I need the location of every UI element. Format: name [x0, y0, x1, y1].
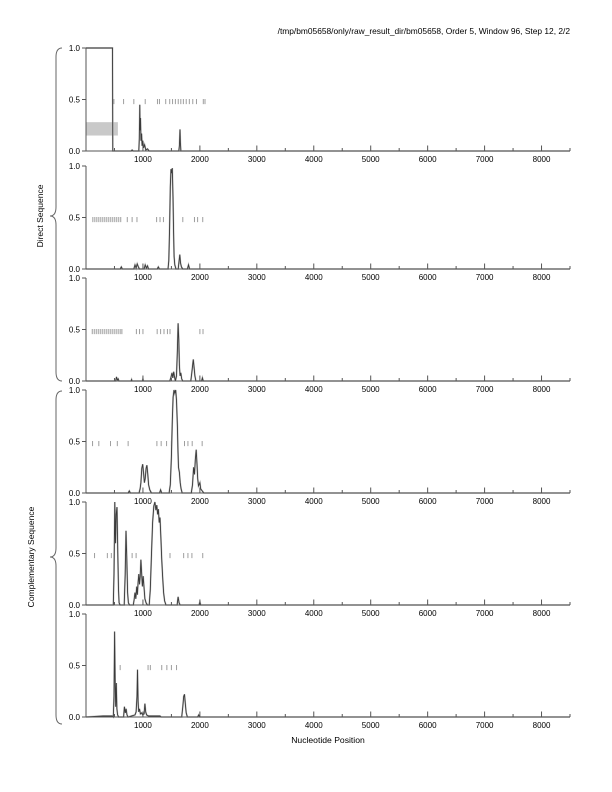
x-tick-label: 1000 [134, 273, 152, 282]
x-tick-label: 2000 [190, 273, 209, 282]
x-tick-label: 2000 [190, 721, 209, 730]
x-tick-label: 5000 [361, 155, 380, 164]
signal-curve-underlay [86, 48, 570, 151]
y-tick-label: 0.0 [68, 146, 80, 156]
signal-curve [86, 323, 570, 381]
y-tick-label: 0.0 [68, 376, 80, 386]
x-tick-label: 5000 [361, 385, 380, 394]
hash-marks [92, 329, 203, 334]
signal-curve [86, 48, 570, 151]
panel-direct-2 [69, 162, 570, 282]
x-tick-label: 8000 [532, 721, 551, 730]
x-tick-label: 7000 [475, 721, 494, 730]
group-label-direct: Direct Sequence [35, 184, 45, 248]
x-tick-label: 3000 [247, 609, 266, 618]
y-tick-label: 0.5 [68, 325, 80, 335]
x-tick-label: 5000 [361, 497, 380, 506]
x-tick-label: 3000 [247, 273, 266, 282]
x-tick-label: 1000 [134, 155, 152, 164]
x-tick-label: 5000 [361, 609, 380, 618]
x-tick-label: 1000 [134, 721, 152, 730]
y-tick-label: 0.5 [68, 661, 80, 671]
x-tick-label: 3000 [247, 385, 266, 394]
x-tick-label: 8000 [532, 155, 551, 164]
x-tick-label: 3000 [247, 497, 266, 506]
signal-curve-underlay [86, 323, 570, 381]
x-tick-label: 6000 [418, 385, 437, 394]
signal-curve [86, 168, 570, 269]
signal-curve-underlay [86, 632, 570, 718]
signal-curve-underlay [86, 390, 570, 493]
hash-marks [120, 665, 176, 670]
y-tick-label: 1.0 [68, 385, 80, 395]
x-tick-label: 6000 [418, 497, 437, 506]
hash-marks [93, 441, 203, 446]
figure-title: /tmp/bm05658/only/raw_result_dir/bm05658, Order 5, Window 96, Step 12, 2/2 [277, 26, 570, 36]
group-brace-direct [50, 48, 62, 381]
y-tick-label: 1.0 [68, 609, 80, 619]
hash-marks [93, 217, 203, 222]
x-tick-label: 2000 [190, 155, 209, 164]
x-tick-label: 7000 [475, 609, 494, 618]
y-tick-label: 0.5 [68, 213, 80, 223]
x-tick-label: 6000 [418, 721, 437, 730]
y-tick-label: 0.0 [68, 600, 80, 610]
x-tick-label: 1000 [134, 609, 152, 618]
y-tick-label: 0.5 [68, 549, 80, 559]
panel-direct-1 [69, 44, 570, 164]
x-tick-label: 7000 [475, 155, 494, 164]
panel-complementary-3 [69, 610, 570, 730]
y-tick-label: 0.5 [68, 437, 80, 447]
hash-marks [114, 99, 205, 104]
x-tick-label: 7000 [475, 273, 494, 282]
x-tick-label: 1000 [134, 497, 152, 506]
y-tick-label: 1.0 [68, 497, 80, 507]
hash-marks [95, 553, 203, 558]
x-tick-label: 6000 [418, 609, 437, 618]
x-tick-label: 4000 [304, 497, 323, 506]
x-tick-label: 5000 [361, 273, 380, 282]
group-brace-complementary [50, 391, 62, 724]
x-tick-label: 3000 [247, 155, 266, 164]
x-tick-label: 4000 [304, 385, 323, 394]
panel-complementary-2 [69, 498, 570, 618]
x-tick-label: 2000 [190, 609, 209, 618]
panel-complementary-1 [69, 386, 570, 506]
x-tick-label: 7000 [475, 497, 494, 506]
x-tick-label: 6000 [418, 155, 437, 164]
signal-curve-underlay [86, 168, 570, 269]
signal-curve [86, 390, 570, 493]
x-tick-label: 8000 [532, 609, 551, 618]
x-axis-title: Nucleotide Position [291, 735, 365, 745]
y-tick-label: 0.0 [68, 264, 80, 274]
y-tick-label: 0.5 [68, 95, 80, 105]
x-tick-label: 8000 [532, 497, 551, 506]
x-tick-label: 4000 [304, 721, 323, 730]
x-tick-label: 2000 [190, 497, 209, 506]
x-tick-label: 6000 [418, 273, 437, 282]
y-tick-label: 0.0 [68, 712, 80, 722]
signal-curve [86, 632, 570, 718]
signal-curve [86, 502, 570, 605]
panel-direct-3 [69, 274, 570, 394]
y-tick-label: 1.0 [68, 161, 80, 171]
x-tick-label: 4000 [304, 609, 323, 618]
x-tick-label: 1000 [134, 385, 152, 394]
x-tick-label: 2000 [190, 385, 209, 394]
x-tick-label: 8000 [532, 273, 551, 282]
y-tick-label: 1.0 [68, 273, 80, 283]
x-tick-label: 8000 [532, 385, 551, 394]
y-tick-label: 0.0 [68, 488, 80, 498]
x-tick-label: 3000 [247, 721, 266, 730]
x-tick-label: 7000 [475, 385, 494, 394]
x-tick-label: 5000 [361, 721, 380, 730]
y-tick-label: 1.0 [68, 43, 80, 53]
x-tick-label: 4000 [304, 155, 323, 164]
x-tick-label: 4000 [304, 273, 323, 282]
group-label-complementary: Complementary Sequence [26, 506, 36, 608]
